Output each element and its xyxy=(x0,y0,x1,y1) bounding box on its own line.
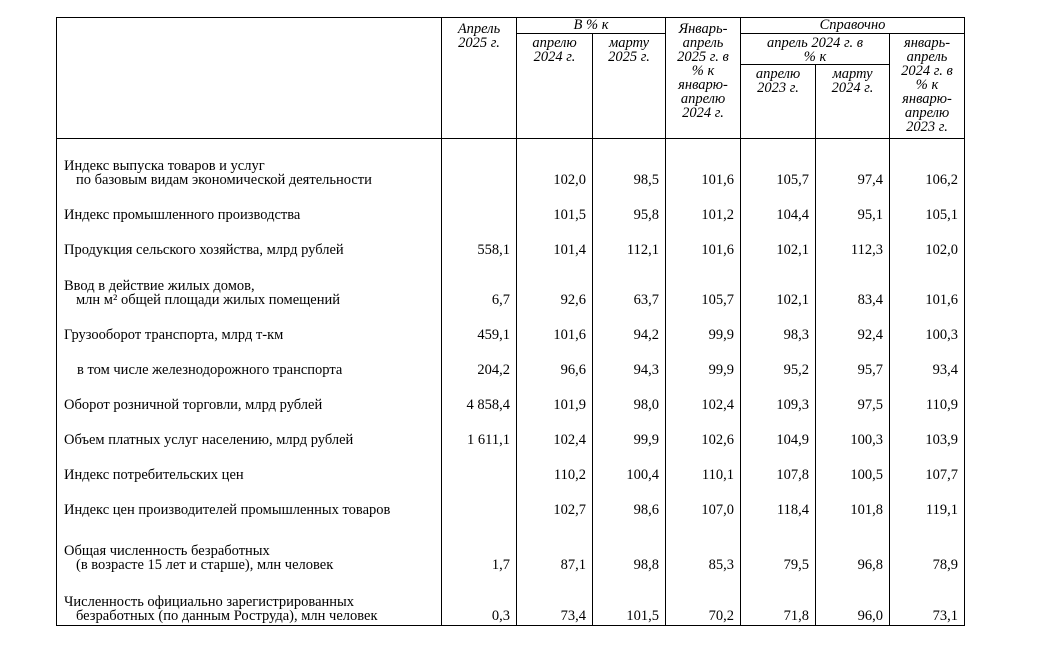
value-cell: 101,6 xyxy=(666,224,741,259)
value-cell: 4 858,4 xyxy=(442,379,517,414)
row-label-line1: Грузооборот транспорта, млрд т-км xyxy=(64,326,284,343)
value-cell: 102,6 xyxy=(666,414,741,449)
table-row xyxy=(57,379,965,414)
row-label-line1: Индекс потребительских цен xyxy=(64,466,244,483)
value-cell: 558,1 xyxy=(442,224,517,259)
value-cell: 109,3 xyxy=(741,379,816,414)
table-row xyxy=(57,189,965,224)
row-label xyxy=(57,414,442,449)
value-cell: 112,3 xyxy=(816,224,890,259)
header-jan-apr-2025: Январь-апрель 2025 г. в % к январю-апрелю 2024 г. xyxy=(666,18,741,139)
value-cell: 102,0 xyxy=(890,224,965,259)
header-march-2025: марту 2025 г. xyxy=(593,34,666,139)
row-label-line1: Индекс выпуска товаров и услуг xyxy=(64,157,265,174)
table-row xyxy=(57,259,965,309)
value-cell: 94,3 xyxy=(593,344,666,379)
row-label-line1: Численность официально зарегистрированных xyxy=(64,594,355,610)
value-cell: 85,3 xyxy=(666,519,741,574)
row-label-line1: Оборот розничной торговли, млрд рублей xyxy=(64,396,323,413)
value-cell: 105,7 xyxy=(741,139,816,189)
header-april-2025: Апрель 2025 г. xyxy=(442,18,517,139)
row-label xyxy=(57,189,442,224)
row-label-line1: Объем платных услуг населению, млрд рублей xyxy=(64,431,354,448)
value-cell: 104,9 xyxy=(741,414,816,449)
row-label xyxy=(57,449,442,484)
value-cell: 102,4 xyxy=(517,414,593,449)
value-cell: 87,1 xyxy=(517,519,593,574)
value-cell: 95,2 xyxy=(741,344,816,379)
table-row xyxy=(57,139,965,189)
value-cell xyxy=(442,189,517,224)
value-cell: 100,5 xyxy=(816,449,890,484)
value-cell: 459,1 xyxy=(442,309,517,344)
row-label-line1: Общая численность безработных xyxy=(64,542,270,559)
row-label xyxy=(57,259,442,309)
table-row xyxy=(57,574,965,626)
table-row xyxy=(57,449,965,484)
row-label xyxy=(57,379,442,414)
value-cell: 63,7 xyxy=(593,259,666,309)
row-label-line1: Продукция сельского хозяйства, млрд рублей xyxy=(64,241,344,258)
value-cell: 102,1 xyxy=(741,259,816,309)
value-cell: 95,7 xyxy=(816,344,890,379)
value-cell: 96,6 xyxy=(517,344,593,379)
row-label xyxy=(57,574,442,626)
row-label xyxy=(57,344,442,379)
value-cell: 110,9 xyxy=(890,379,965,414)
row-label-line1: Индекс промышленного производства xyxy=(64,206,301,223)
value-cell: 97,4 xyxy=(816,139,890,189)
value-cell: 94,2 xyxy=(593,309,666,344)
value-cell: 100,4 xyxy=(593,449,666,484)
value-cell: 79,5 xyxy=(741,519,816,574)
header-group-reference: Справочно xyxy=(741,18,965,34)
value-cell: 98,6 xyxy=(593,484,666,519)
value-cell: 102,7 xyxy=(517,484,593,519)
header-march-2024: марту 2024 г. xyxy=(816,65,890,139)
table-row xyxy=(57,224,965,259)
header-group-pct: В % к xyxy=(517,18,666,34)
header-ref-jan-apr: январь-апрель 2024 г. в % к январю-апрелю 2023 г. xyxy=(890,34,965,139)
value-cell: 119,1 xyxy=(890,484,965,519)
value-cell: 100,3 xyxy=(816,414,890,449)
row-label-line2: по базовым видам экономической деятельности xyxy=(76,171,372,188)
value-cell: 101,6 xyxy=(517,309,593,344)
row-label-line2: безработных (по данным Роструда), млн человек xyxy=(76,608,378,624)
value-cell: 1 611,1 xyxy=(442,414,517,449)
table-header xyxy=(57,18,965,139)
value-cell xyxy=(442,139,517,189)
value-cell xyxy=(442,449,517,484)
row-label-line2: млн м² общей площади жилых помещений xyxy=(76,291,341,308)
value-cell: 83,4 xyxy=(816,259,890,309)
value-cell: 102,0 xyxy=(517,139,593,189)
value-cell: 204,2 xyxy=(442,344,517,379)
value-cell: 107,7 xyxy=(890,449,965,484)
value-cell xyxy=(442,484,517,519)
header-april-2024: апрелю 2024 г. xyxy=(517,34,593,139)
value-cell: 118,4 xyxy=(741,484,816,519)
value-cell: 1,7 xyxy=(442,519,517,574)
row-label xyxy=(57,519,442,574)
row-label-line2: (в возрасте 15 лет и старше), млн человек xyxy=(76,556,334,573)
value-cell: 101,5 xyxy=(593,574,666,626)
value-cell: 105,1 xyxy=(890,189,965,224)
value-cell: 101,6 xyxy=(890,259,965,309)
row-label xyxy=(57,484,442,519)
value-cell: 112,1 xyxy=(593,224,666,259)
value-cell: 70,2 xyxy=(666,574,741,626)
value-cell: 106,2 xyxy=(890,139,965,189)
table-body xyxy=(57,139,965,626)
value-cell: 95,1 xyxy=(816,189,890,224)
value-cell: 101,2 xyxy=(666,189,741,224)
value-cell: 93,4 xyxy=(890,344,965,379)
value-cell: 73,1 xyxy=(890,574,965,626)
value-cell: 0,3 xyxy=(442,574,517,626)
value-cell: 101,6 xyxy=(666,139,741,189)
table-row xyxy=(57,414,965,449)
row-label xyxy=(57,139,442,189)
table-row xyxy=(57,344,965,379)
value-cell: 110,2 xyxy=(517,449,593,484)
header-april-2024-sub: апрель 2024 г. в % к xyxy=(741,34,890,65)
value-cell: 98,8 xyxy=(593,519,666,574)
value-cell: 99,9 xyxy=(593,414,666,449)
value-cell: 95,8 xyxy=(593,189,666,224)
value-cell: 110,1 xyxy=(666,449,741,484)
value-cell: 98,0 xyxy=(593,379,666,414)
value-cell: 107,0 xyxy=(666,484,741,519)
value-cell: 98,5 xyxy=(593,139,666,189)
value-cell: 100,3 xyxy=(890,309,965,344)
value-cell: 6,7 xyxy=(442,259,517,309)
value-cell: 92,6 xyxy=(517,259,593,309)
value-cell: 92,4 xyxy=(816,309,890,344)
value-cell: 102,4 xyxy=(666,379,741,414)
row-label-line1: Индекс цен производителей промышленных товаров xyxy=(64,501,391,518)
value-cell: 105,7 xyxy=(666,259,741,309)
value-cell: 101,9 xyxy=(517,379,593,414)
value-cell: 78,9 xyxy=(890,519,965,574)
value-cell: 99,9 xyxy=(666,309,741,344)
header-april-2023: апрелю 2023 г. xyxy=(741,65,816,139)
header-blank-cell xyxy=(57,18,442,139)
value-cell: 101,4 xyxy=(517,224,593,259)
value-cell: 104,4 xyxy=(741,189,816,224)
value-cell: 99,9 xyxy=(666,344,741,379)
table-row xyxy=(57,484,965,519)
value-cell: 103,9 xyxy=(890,414,965,449)
value-cell: 73,4 xyxy=(517,574,593,626)
value-cell: 97,5 xyxy=(816,379,890,414)
value-cell: 101,5 xyxy=(517,189,593,224)
statistics-table xyxy=(56,17,965,626)
row-label xyxy=(57,224,442,259)
value-cell: 98,3 xyxy=(741,309,816,344)
value-cell: 96,8 xyxy=(816,519,890,574)
value-cell: 96,0 xyxy=(816,574,890,626)
value-cell: 107,8 xyxy=(741,449,816,484)
value-cell: 101,8 xyxy=(816,484,890,519)
row-label-line1: в том числе железнодорожного транспорта xyxy=(77,361,343,378)
value-cell: 102,1 xyxy=(741,224,816,259)
row-label-line1: Ввод в действие жилых домов, xyxy=(64,277,255,294)
row-label xyxy=(57,309,442,344)
value-cell: 71,8 xyxy=(741,574,816,626)
table-row xyxy=(57,309,965,344)
table-row xyxy=(57,519,965,574)
